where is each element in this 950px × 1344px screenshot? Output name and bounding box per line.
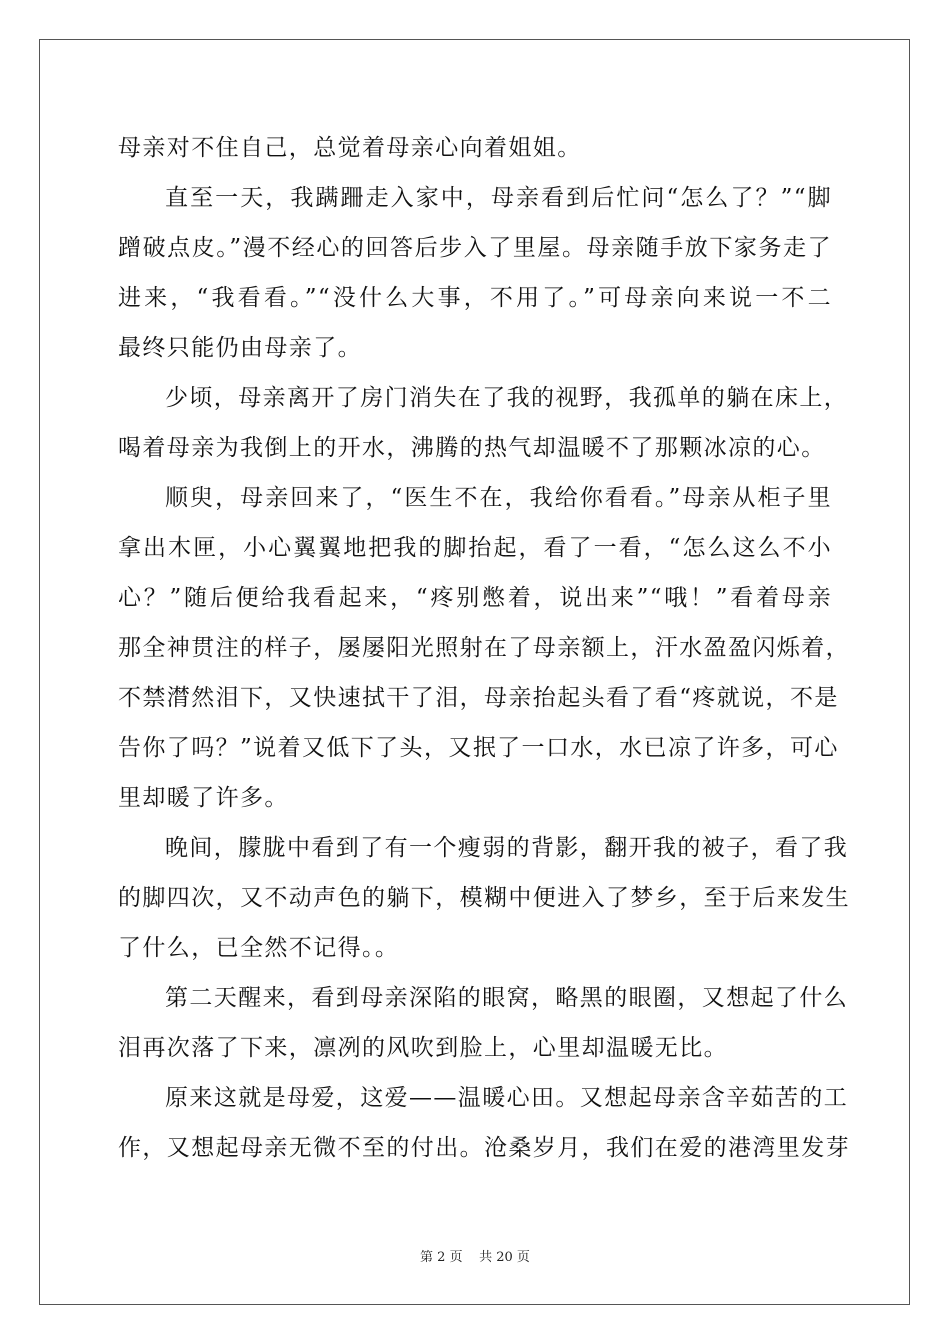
- text-line: 蹭破点皮。”漫不经心的回答后步入了里屋。母亲随手放下家务走了: [118, 235, 832, 261]
- text-line: 心？”随后便给我看起来，“疼别憋着，说出来”“哦！”看着母亲: [118, 585, 832, 611]
- text-line: 拿出木匣，小心翼翼地把我的脚抬起，看了一看，“怎么这么不小: [118, 535, 832, 561]
- text-line: 母亲对不住自己，总觉着母亲心向着姐姐。: [118, 135, 582, 161]
- text-line: 最终只能仍由母亲了。: [118, 335, 362, 361]
- page-number: 第 2 页: [420, 1250, 463, 1265]
- text-line: 直至一天，我蹒跚走入家中，母亲看到后忙问“怎么了？”“脚: [165, 185, 832, 211]
- text-line: 的脚四次，又不动声色的躺下，模糊中便进入了梦乡，至于后来发生: [118, 885, 850, 911]
- document-body: [118, 123, 850, 1173]
- page-footer: [0, 1246, 950, 1265]
- text-line: 里却暖了许多。: [118, 785, 289, 811]
- text-line: 泪再次落了下来，凛冽的风吹到脸上，心里却温暖无比。: [118, 1035, 728, 1061]
- text-line: 少顷，母亲离开了房门消失在了我的视野，我孤单的躺在床上，: [165, 385, 849, 411]
- text-line: 作，又想起母亲无微不至的付出。沧桑岁月，我们在爱的港湾里发芽: [118, 1135, 850, 1161]
- page-total: 共 20 页: [479, 1250, 530, 1265]
- text-line: 进来，“我看看。”“没什么大事，不用了。”可母亲向来说一不二: [118, 285, 832, 311]
- text-line: 告你了吗？”说着又低下了头，又抿了一口水，水已凉了许多，可心: [118, 735, 839, 761]
- text-line: 第二天醒来，看到母亲深陷的眼窝，略黑的眼圈，又想起了什么: [165, 985, 849, 1011]
- text-line: 了什么，已全然不记得。。: [118, 935, 400, 961]
- text-line: 不禁潸然泪下，又快速拭干了泪，母亲抬起头看了看“疼就说，不是: [118, 685, 839, 711]
- text-line: 顺臾，母亲回来了，“医生不在，我给你看看。”母亲从柜子里: [165, 485, 832, 511]
- text-line: 那全神贯注的样子，屡屡阳光照射在了母亲额上，汗水盈盈闪烁着，: [118, 635, 850, 661]
- text-line: 喝着母亲为我倒上的开水，沸腾的热气却温暖不了那颗冰凉的心。: [118, 435, 826, 461]
- text-line: 晚间，朦胧中看到了有一个瘦弱的背影，翻开我的被子，看了我: [165, 835, 849, 861]
- text-line: 原来这就是母爱，这爱——温暖心田。又想起母亲含辛茹苦的工: [165, 1085, 849, 1111]
